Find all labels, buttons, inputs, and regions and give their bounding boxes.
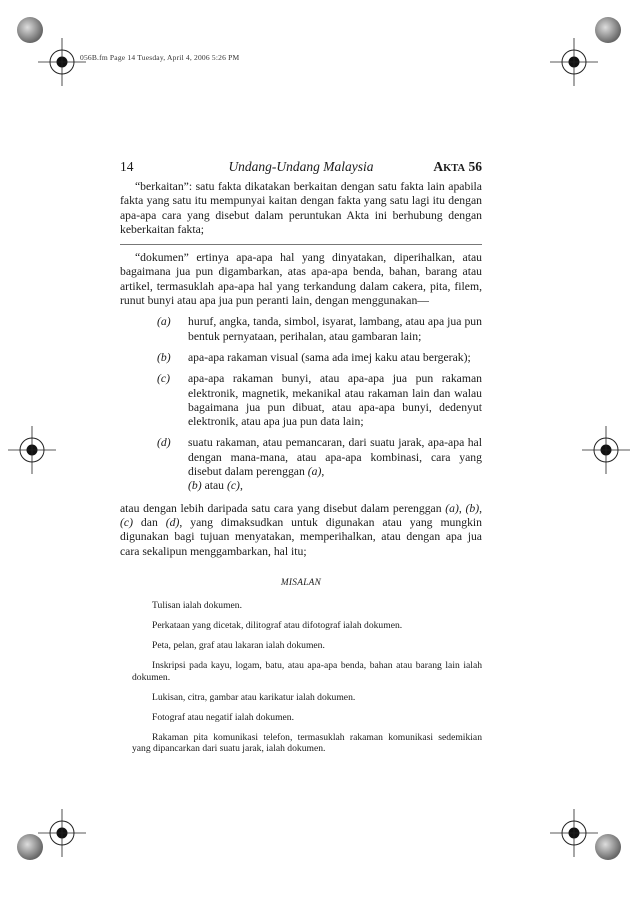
running-header (120, 159, 482, 177)
registration-mark-icon (550, 809, 598, 857)
registration-mark-icon (582, 426, 630, 474)
illustration-item: Inskripsi pada kayu, logam, batu, atau apa-apa benda, bahan atau barang lain ialah dokumen. (132, 660, 482, 683)
page-number: 14 (120, 159, 134, 174)
definition-berkaitan: “berkaitan”: satu fakta dikatakan berkaitan dengan satu fakta lain apabila fakta yang satu itu mempunyai kaitan dengan fakta yang satu lagi itu dengan apa-apa cara yang disebut dalam peruntukan Akta ini berhubung dengan keberkaitan fakta; (120, 180, 482, 236)
definition-divider (120, 244, 482, 245)
list-item (120, 436, 482, 493)
corner-dot-icon (594, 16, 622, 44)
list-item (120, 351, 482, 365)
registration-mark-icon (38, 38, 86, 86)
item-text: apa-apa rakaman bunyi, atau apa-apa jua pun rakaman elektronik, magnetik, mekanikal atau rakaman lain dan walau bagaimana jua pun dibuat, atau apa-apa bunyi, dedenyut elektronik, atau apa jua pun data lain; (188, 372, 482, 429)
definition-closing: atau dengan lebih daripada satu cara yang disebut dalam perenggan (a), (b), (c) dan (d), yang dimaksudkan untuk digunakan atau yang mungkin digunakan bagi tujuan menyatakan, memperihalkan, atau dengan apa jua cara sekalipun menggambarkan, hal itu; (120, 501, 483, 558)
list-item (120, 315, 482, 344)
illustration-item: Peta, pelan, graf atau lakaran ialah dokumen. (152, 640, 325, 652)
illustrations-heading: MISALAN (280, 577, 322, 588)
page-content (120, 180, 482, 763)
corner-dot-icon (16, 16, 44, 44)
file-stamp: 056B.fm Page 14 Tuesday, April 4, 2006 5:26 PM (80, 53, 240, 62)
illustration-item: Lukisan, citra, gambar atau karikatur ialah dokumen. (152, 691, 356, 703)
item-label: (c) (157, 372, 170, 386)
item-text: huruf, angka, tanda, simbol, isyarat, lambang, atau apa jua pun bentuk pernyataan, perihalan, atau gambaran lain; (188, 315, 482, 343)
registration-mark-icon (38, 809, 86, 857)
registration-mark-icon (550, 38, 598, 86)
illustration-item: Tulisan ialah dokumen. (152, 600, 242, 612)
registration-mark-icon (8, 426, 56, 474)
illustration-item: Fotograf atau negatif ialah dokumen. (152, 711, 294, 723)
item-text: apa-apa rakaman visual (sama ada imej kaku atau bergerak); (188, 350, 471, 364)
item-text: suatu rakaman, atau pemancaran, dari suatu jarak, apa-apa hal dengan mana-mana, atau apa-apa kombinasi, cara yang disebut dalam perenggan (a), (b) atau (c), (188, 436, 482, 493)
item-label: (a) (157, 315, 171, 329)
corner-dot-icon (594, 833, 622, 861)
item-label: (b) (157, 350, 171, 364)
corner-dot-icon (16, 833, 44, 861)
illustration-item: Perkataan yang dicetak, dilitograf atau difotograf ialah dokumen. (152, 620, 403, 632)
list-item (120, 372, 482, 429)
illustration-item: Rakaman pita komunikasi telefon, termasuklah rakaman komunikasi sedemikian yang dipancarkan dari suatu jarak, ialah dokumen. (132, 731, 482, 755)
definition-dokumen: “dokumen” ertinya apa-apa hal yang dinyatakan, diperihalkan, atau bagaimana jua pun digambarkan, atas apa-apa benda, bahan, barang atau artikel, termasuklah apa-apa hal yang terkandung dalam cakera, pita, filem, runut bunyi atau apa jua pun peranti lain, dengan menggunakan— (120, 251, 482, 308)
page-title: Undang-Undang Malaysia (228, 159, 374, 174)
item-label: (d) (157, 436, 171, 450)
act-label: AKTA 56 (433, 159, 482, 174)
